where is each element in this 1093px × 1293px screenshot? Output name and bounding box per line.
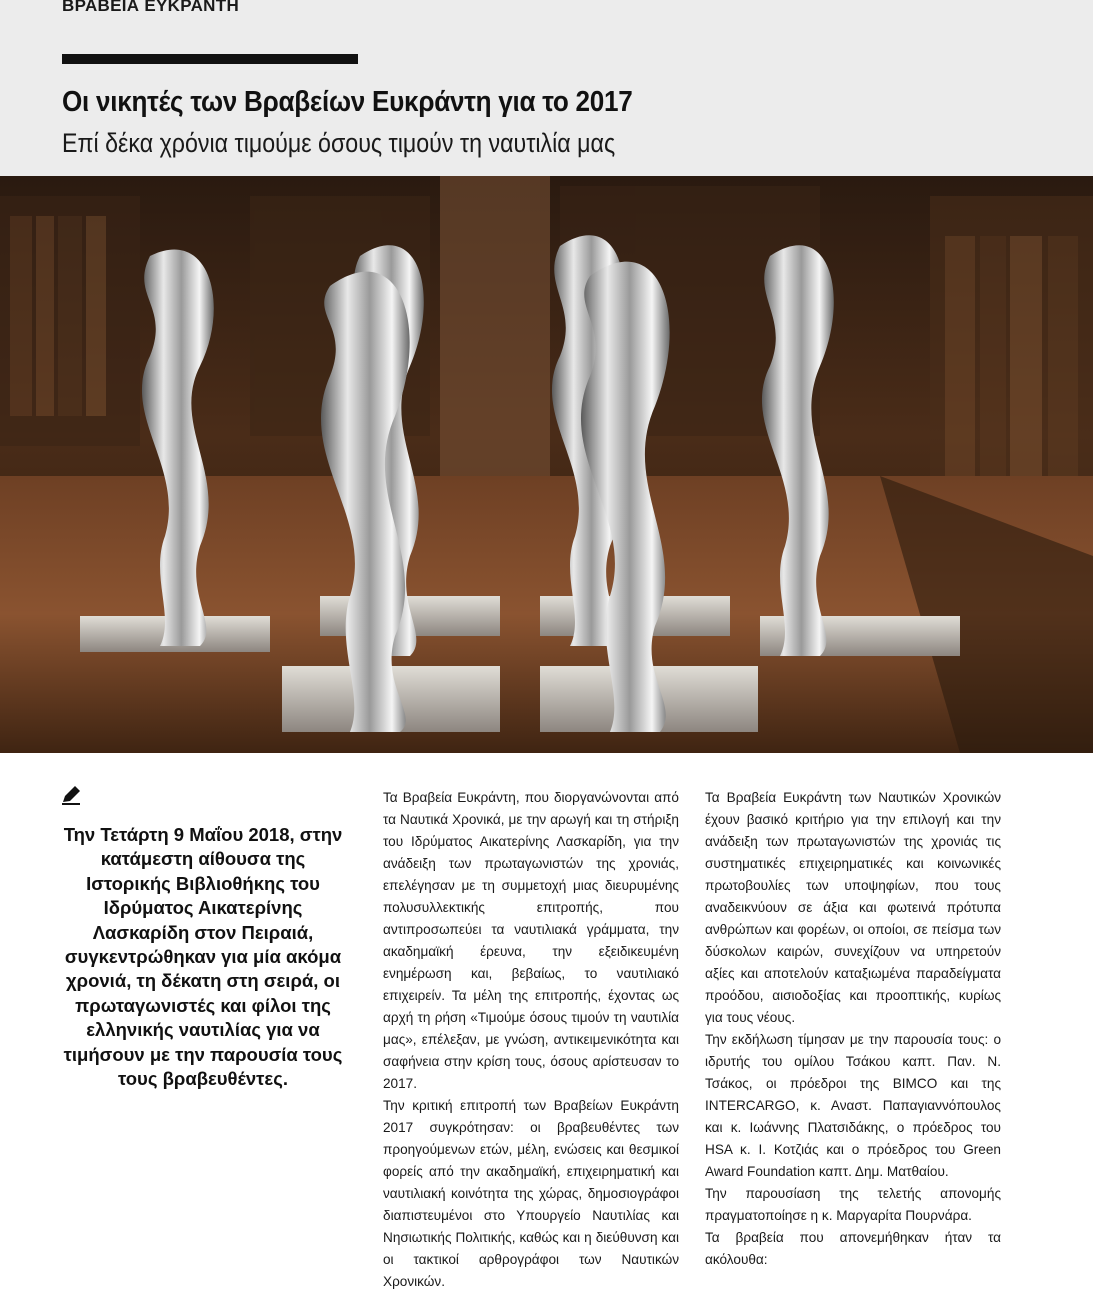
pen-icon <box>60 784 82 806</box>
article-subtitle: Επί δέκα χρόνια τιμούμε όσους τιμούν τη ναυτιλία μας <box>62 128 616 158</box>
body-paragraph: Την κριτική επιτροπή των Βραβείων Ευκράντη 2017 συγκρότησαν: οι βραβευθέντες των προηγούμενων ετών, μέλη, ενώσεις και θεσμικοί φορείς από την ακαδημαϊκή, επιχειρηματική και ναυτιλιακή κοινότητα της χώρας, δημοσιογράφοι διαπιστευμένοι στο Υπουργείο Ναυτιλίας και Νησιωτικής Πολιτικής, καθώς και η διεύθυνση και οι τακτικοί αρθρογράφοι των Ναυτικών Χρονικών. <box>383 1098 679 1289</box>
body-column-right <box>705 787 1001 1271</box>
body-paragraph: Τα Βραβεία Ευκράντη, που διοργανώνονται από τα Ναυτικά Χρονικά, με την αρωγή και τη στήριξη του Ιδρύματος Αικατερίνης Λασκαρίδη, για την ανάδειξη των πρωταγωνιστών της χρονιάς, επελέγησαν με τη συμμετοχή μιας διευρυμένης πολυσυλλεκτικής επιτροπής, που αντιπροσωπεύει τα ναυτιλιακά γράμματα, την ακαδημαϊκή έρευνα, την εξειδικευμένη ενημέρωση και, βεβαίως, το ναυτιλιακό επιχειρείν. Τα μέλη της επιτροπής, έχοντας ως αρχή τη ρήση «Τιμούμε όσους τιμούν τη ναυτιλία μας», επέλεξαν, με γνώση, αντικειμενικότητα και σαφήνεια στην κρίση τους, όσους αρίστευσαν το 2017. <box>383 790 679 1091</box>
body-paragraph: Την παρουσίαση της τελετής απονομής πραγματοποίησε η κ. Μαργαρίτα Πουρνάρα. <box>705 1186 1001 1223</box>
body-column-middle <box>383 787 679 1293</box>
trophies-photo <box>0 176 1093 753</box>
body-paragraph: Τα Βραβεία Ευκράντη των Ναυτικών Χρονικών έχουν βασικό κριτήριο για την επιλογή και την ανάδειξη των πρωταγωνιστών της χρονιάς τις συστηματικές επιχειρηματικές και κοινωνικές πρωτοβουλίες των υποψηφίων, που τους αναδεικνύουν σε άξια και φωτεινά πρότυπα ανθρώπων και φορέων, οι οποίοι, σε πείσμα των δύσκολων καιρών, συνεχίζουν να υπηρετούν αξίες και αποτελούν καταξιωμένα παραδείγματα προόδου, αισιοδοξίας και προοπτικής, κυρίως για τους νέους. <box>705 790 1001 1025</box>
section-label: ΒΡΑΒΕΙΑ ΕΥΚΡΑΝΤΗ <box>62 0 240 15</box>
body-paragraph: Την εκδήλωση τίμησαν με την παρουσία τους: ο ιδρυτής του ομίλου Τσάκου καπτ. Παν. Ν. Τσάκος, οι πρόεδροι της BIMCO και της INTERCARGO, κ. Αναστ. Παπαγιαννόπουλος και κ. Ιωάννης Πλατσιδάκης, ο πρόεδρος του HSA κ. Ι. Κοτζιάς και ο πρόεδρος του Green Award Foundation καπτ. Δημ. Ματθαίου. <box>705 1032 1001 1179</box>
article-title: Οι νικητές των Βραβείων Ευκράντη για το 2017 <box>62 86 633 118</box>
header-rule <box>62 54 358 64</box>
body-paragraph: Τα βραβεία που απονεμήθηκαν ήταν τα ακόλουθα: <box>705 1230 1001 1267</box>
lead-paragraph: Την Τετάρτη 9 Μαΐου 2018, στην κατάμεστη αίθουσα της Ιστορικής Βιβλιοθήκης του Ιδρύματος Αικατερίνης Λασκαρίδη στον Πειραιά, συγκεντρώθηκαν για μία ακόμα χρονιά, τη δέκατη στη σειρά, οι πρωταγωνιστές και φίλοι της ελληνικής ναυτιλίας για να τιμήσουν με την παρουσία τους τους βραβευθέντες. <box>63 824 343 1090</box>
